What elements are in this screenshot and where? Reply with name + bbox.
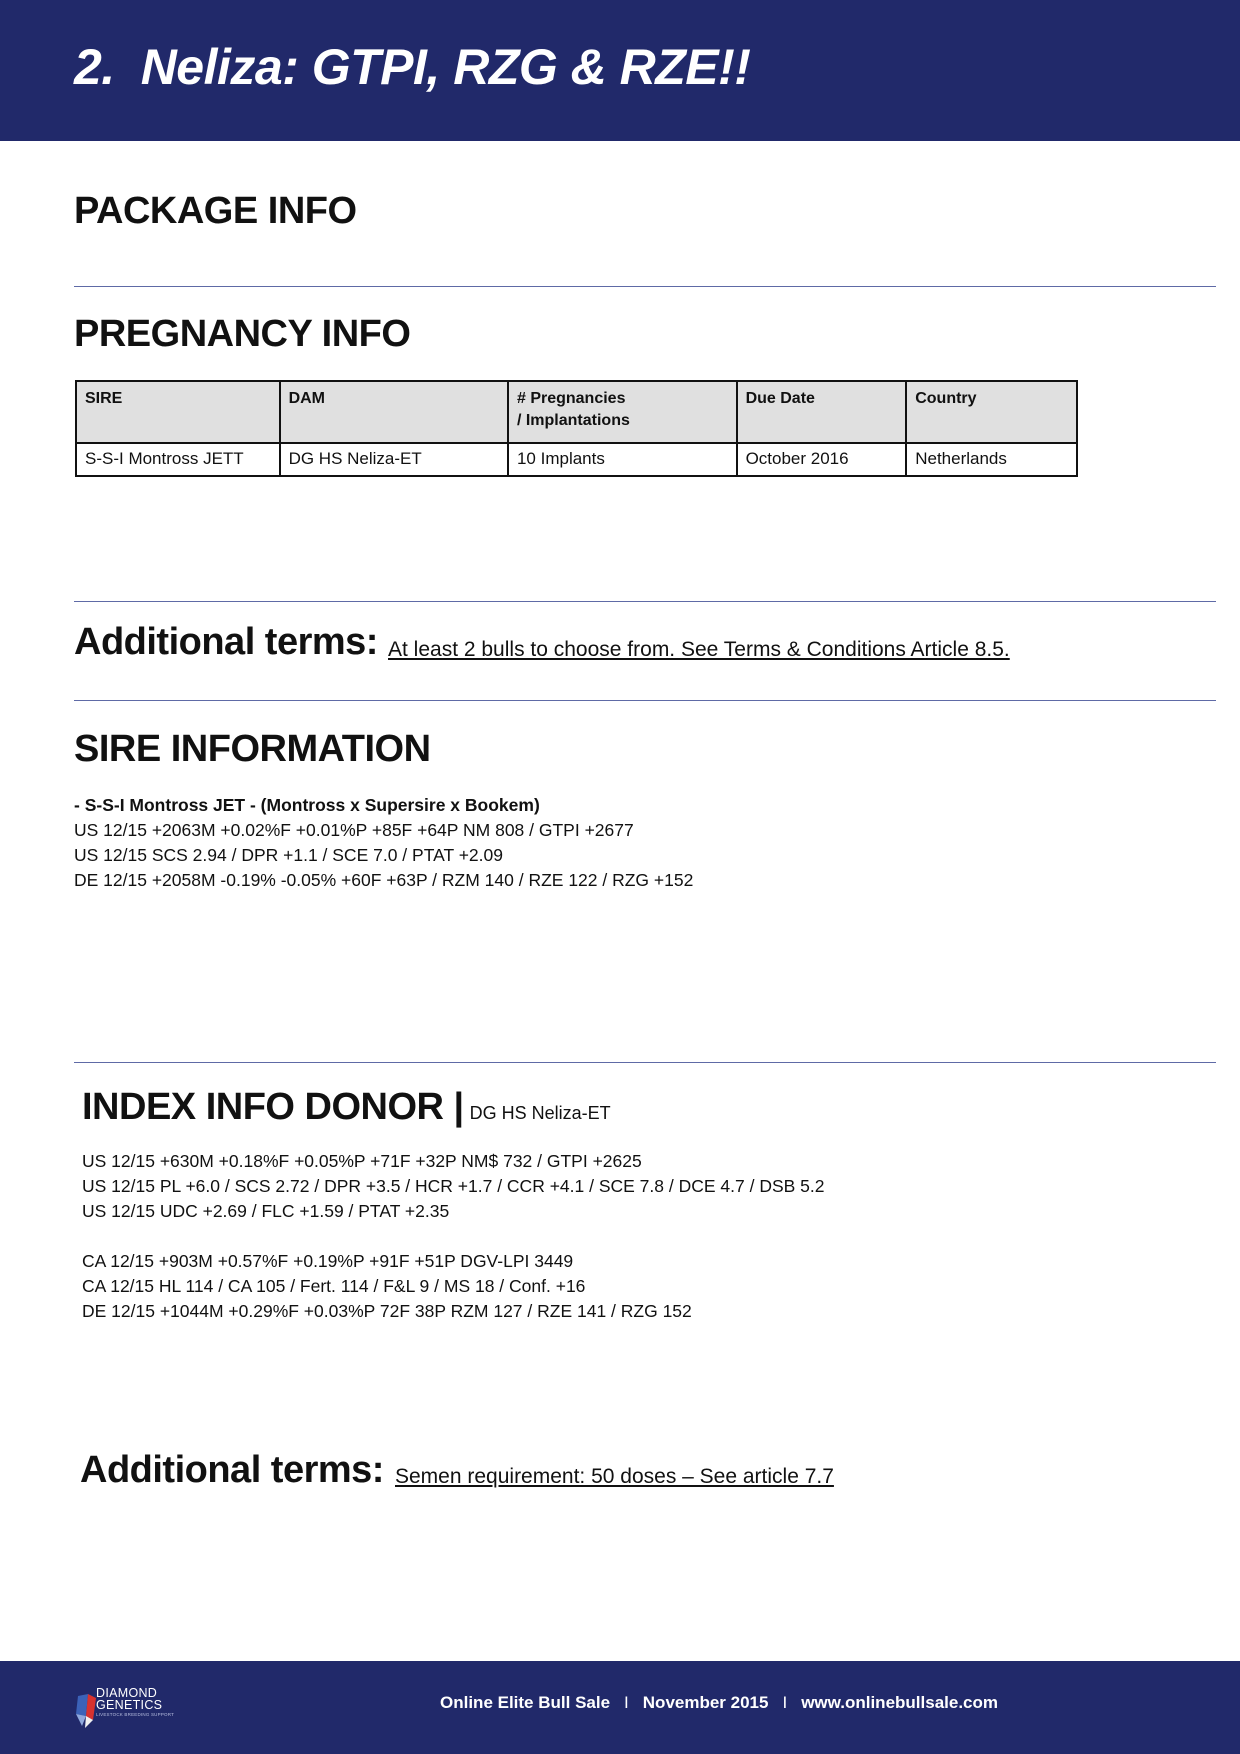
cell-dam: DG HS Neliza-ET	[280, 443, 508, 476]
col-header-pregnancies-line2: / Implantations	[516, 411, 630, 429]
donor-line: CA 12/15 HL 114 / CA 105 / Fert. 114 / F&L 9 / MS 18 / Conf. +16	[82, 1276, 586, 1296]
spacer	[82, 1224, 825, 1249]
sire-line: US 12/15 +2063M +0.02%F +0.01%P +85F +64P NM 808 / GTPI +2677	[74, 820, 634, 840]
additional-terms-text: Semen requirement: 50 doses – See article 7.7	[395, 1465, 834, 1488]
donor-heading-title: INDEX INFO DONOR |	[82, 1086, 464, 1128]
package-info-heading: PACKAGE INFO	[74, 190, 357, 232]
col-header-pregnancies-line1: # Pregnancies	[516, 390, 626, 407]
title-text: Neliza: GTPI, RZG & RZE!!	[140, 39, 751, 95]
logo-wordmark	[96, 1687, 162, 1711]
divider	[74, 700, 1216, 701]
table-header-row	[76, 381, 1077, 443]
cell-sire: S-S-I Montross JETT	[76, 443, 280, 476]
donor-line: US 12/15 UDC +2.69 / FLC +1.59 / PTAT +2.35	[82, 1201, 450, 1221]
sire-details	[74, 793, 693, 893]
col-header-due-date: Due Date	[737, 381, 907, 443]
sire-title: - S-S-I Montross JET - (Montross x Supersire x Bookem)	[74, 795, 540, 815]
col-header-sire: SIRE	[76, 381, 280, 443]
cell-pregnancies: 10 Implants	[508, 443, 737, 476]
table-row	[76, 443, 1077, 476]
additional-terms-label: Additional terms:	[80, 1449, 384, 1491]
footer-info	[440, 1693, 998, 1713]
pregnancy-table	[75, 380, 1078, 477]
donor-details	[82, 1149, 825, 1324]
pregnancy-info-heading: PREGNANCY INFO	[74, 313, 411, 355]
footer-date: November 2015	[642, 1693, 769, 1712]
section-number: 2.	[74, 39, 115, 95]
footer-separator: I	[782, 1693, 788, 1712]
footer-website-link[interactable]: www.onlinebullsale.com	[801, 1693, 998, 1712]
logo-tagline: LIVESTOCK BREEDING SUPPORT	[96, 1712, 175, 1717]
col-header-pregnancies	[508, 381, 737, 443]
divider	[74, 601, 1216, 602]
cell-country: Netherlands	[906, 443, 1077, 476]
logo-line1: DIAMOND	[96, 1686, 158, 1700]
logo-line2: GENETICS	[96, 1698, 163, 1712]
sire-line: US 12/15 SCS 2.94 / DPR +1.1 / SCE 7.0 / PTAT +2.09	[74, 845, 503, 865]
divider	[74, 1062, 1216, 1063]
donor-heading	[82, 1086, 611, 1129]
sire-line: DE 12/15 +2058M -0.19% -0.05% +60F +63P / RZM 140 / RZE 122 / RZG +152	[74, 870, 694, 890]
donor-line: CA 12/15 +903M +0.57%F +0.19%P +91F +51P DGV-LPI 3449	[82, 1251, 574, 1271]
col-header-dam: DAM	[280, 381, 508, 443]
additional-terms-text: At least 2 bulls to choose from. See Terms & Conditions Article 8.5.	[388, 638, 1010, 661]
cell-due-date: October 2016	[737, 443, 907, 476]
page-title	[74, 38, 750, 96]
additional-terms-label: Additional terms:	[74, 621, 378, 663]
donor-line: US 12/15 PL +6.0 / SCS 2.72 / DPR +3.5 / HCR +1.7 / CCR +4.1 / SCE 7.8 / DCE 4.7 / DSB 5.2	[82, 1176, 825, 1196]
donor-name: DG HS Neliza-ET	[469, 1103, 611, 1123]
donor-line: US 12/15 +630M +0.18%F +0.05%P +71F +32P NM$ 732 / GTPI +2625	[82, 1151, 642, 1171]
sire-information-heading: SIRE INFORMATION	[74, 728, 431, 770]
col-header-country: Country	[906, 381, 1077, 443]
footer-sale-name: Online Elite Bull Sale	[440, 1693, 611, 1712]
footer-separator: I	[624, 1693, 629, 1712]
divider	[74, 286, 1216, 287]
donor-line: DE 12/15 +1044M +0.29%F +0.03%P 72F 38P RZM 127 / RZE 141 / RZG 152	[82, 1301, 692, 1321]
